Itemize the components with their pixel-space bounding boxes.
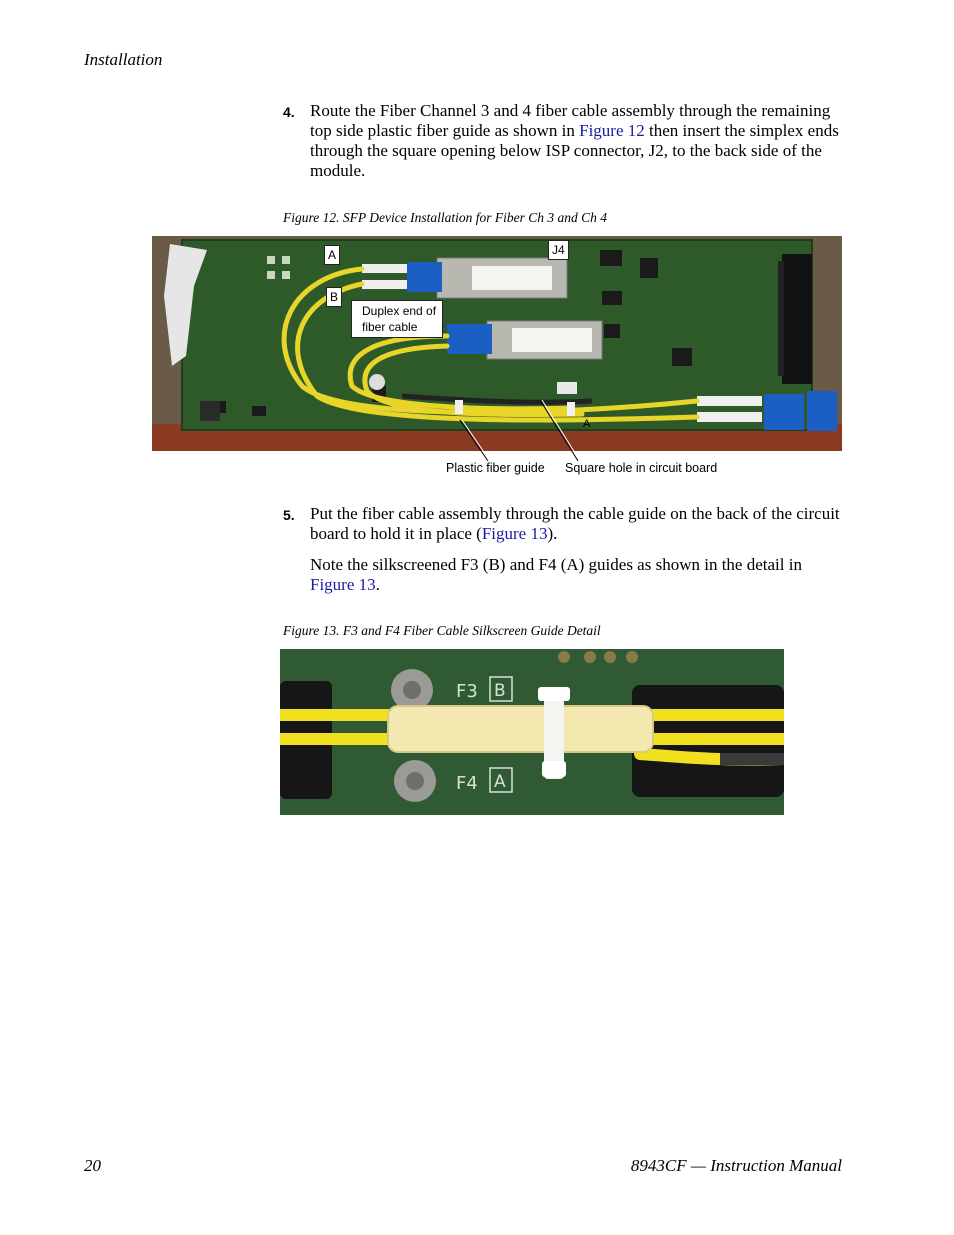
figure-13-link[interactable]: Figure 13 — [310, 575, 376, 594]
step-number: 5. — [283, 507, 295, 523]
label-duplex-line-2: fiber cable — [362, 320, 418, 334]
figure-12-caption: Figure 12. SFP Device Installation for Fiber Ch 3 and Ch 4 — [283, 210, 607, 225]
page-number: 20 — [84, 1156, 101, 1175]
callout-leader-lines — [440, 395, 600, 465]
silk-a-text: A — [494, 772, 506, 792]
step-5-note-part: Note the silkscreened F3 (B) and F4 (A) guides as shown in the detail in — [310, 555, 802, 574]
figure-13-link[interactable]: Figure 13 — [481, 524, 548, 543]
step-5 — [283, 504, 843, 606]
step-4-text-part: Route the Fiber Channel 3 and 4 fiber cable assembly through the remaining top side plastic fiber guide as shown in — [310, 101, 831, 140]
document-title: 8943CF — Instruction Manual — [630, 1156, 842, 1175]
figure-13-caption: Figure 13. F3 and F4 Fiber Cable Silkscreen Guide Detail — [283, 623, 601, 638]
silk-f3-text: F3 — [456, 681, 478, 702]
label-j4: J4 — [548, 240, 569, 260]
step-5-text — [310, 504, 843, 595]
silk-f4-text: F4 — [456, 773, 478, 794]
silkscreen-detail-illustration — [280, 649, 784, 815]
step-5-text-part: Put the fiber cable assembly through the cable guide on the back of the circuit board to hold it in place ( — [310, 504, 840, 543]
step-number: 4. — [283, 104, 295, 120]
running-header: Installation — [84, 50, 163, 69]
step-4-text-part: then insert the simplex ends through the square opening below ISP connector, J2, to the back side of the module. — [310, 121, 839, 180]
label-duplex-end — [351, 300, 443, 338]
step-5-text-part: ). — [547, 524, 558, 543]
label-a-top: A — [324, 245, 340, 265]
figure-12-link[interactable]: Figure 12 — [579, 121, 645, 140]
step-4 — [283, 101, 843, 192]
figure-13-photo — [280, 649, 784, 815]
label-duplex-line-1: Duplex end of — [362, 304, 437, 318]
step-5-note-part: . — [375, 575, 380, 594]
callout-plastic-fiber-guide: Plastic fiber guide — [446, 461, 545, 475]
silk-b-text: B — [494, 681, 506, 701]
step-4-text — [310, 101, 843, 181]
callout-square-hole: Square hole in circuit board — [565, 461, 718, 475]
label-a-board: A — [583, 418, 591, 430]
label-b: B — [326, 287, 342, 307]
